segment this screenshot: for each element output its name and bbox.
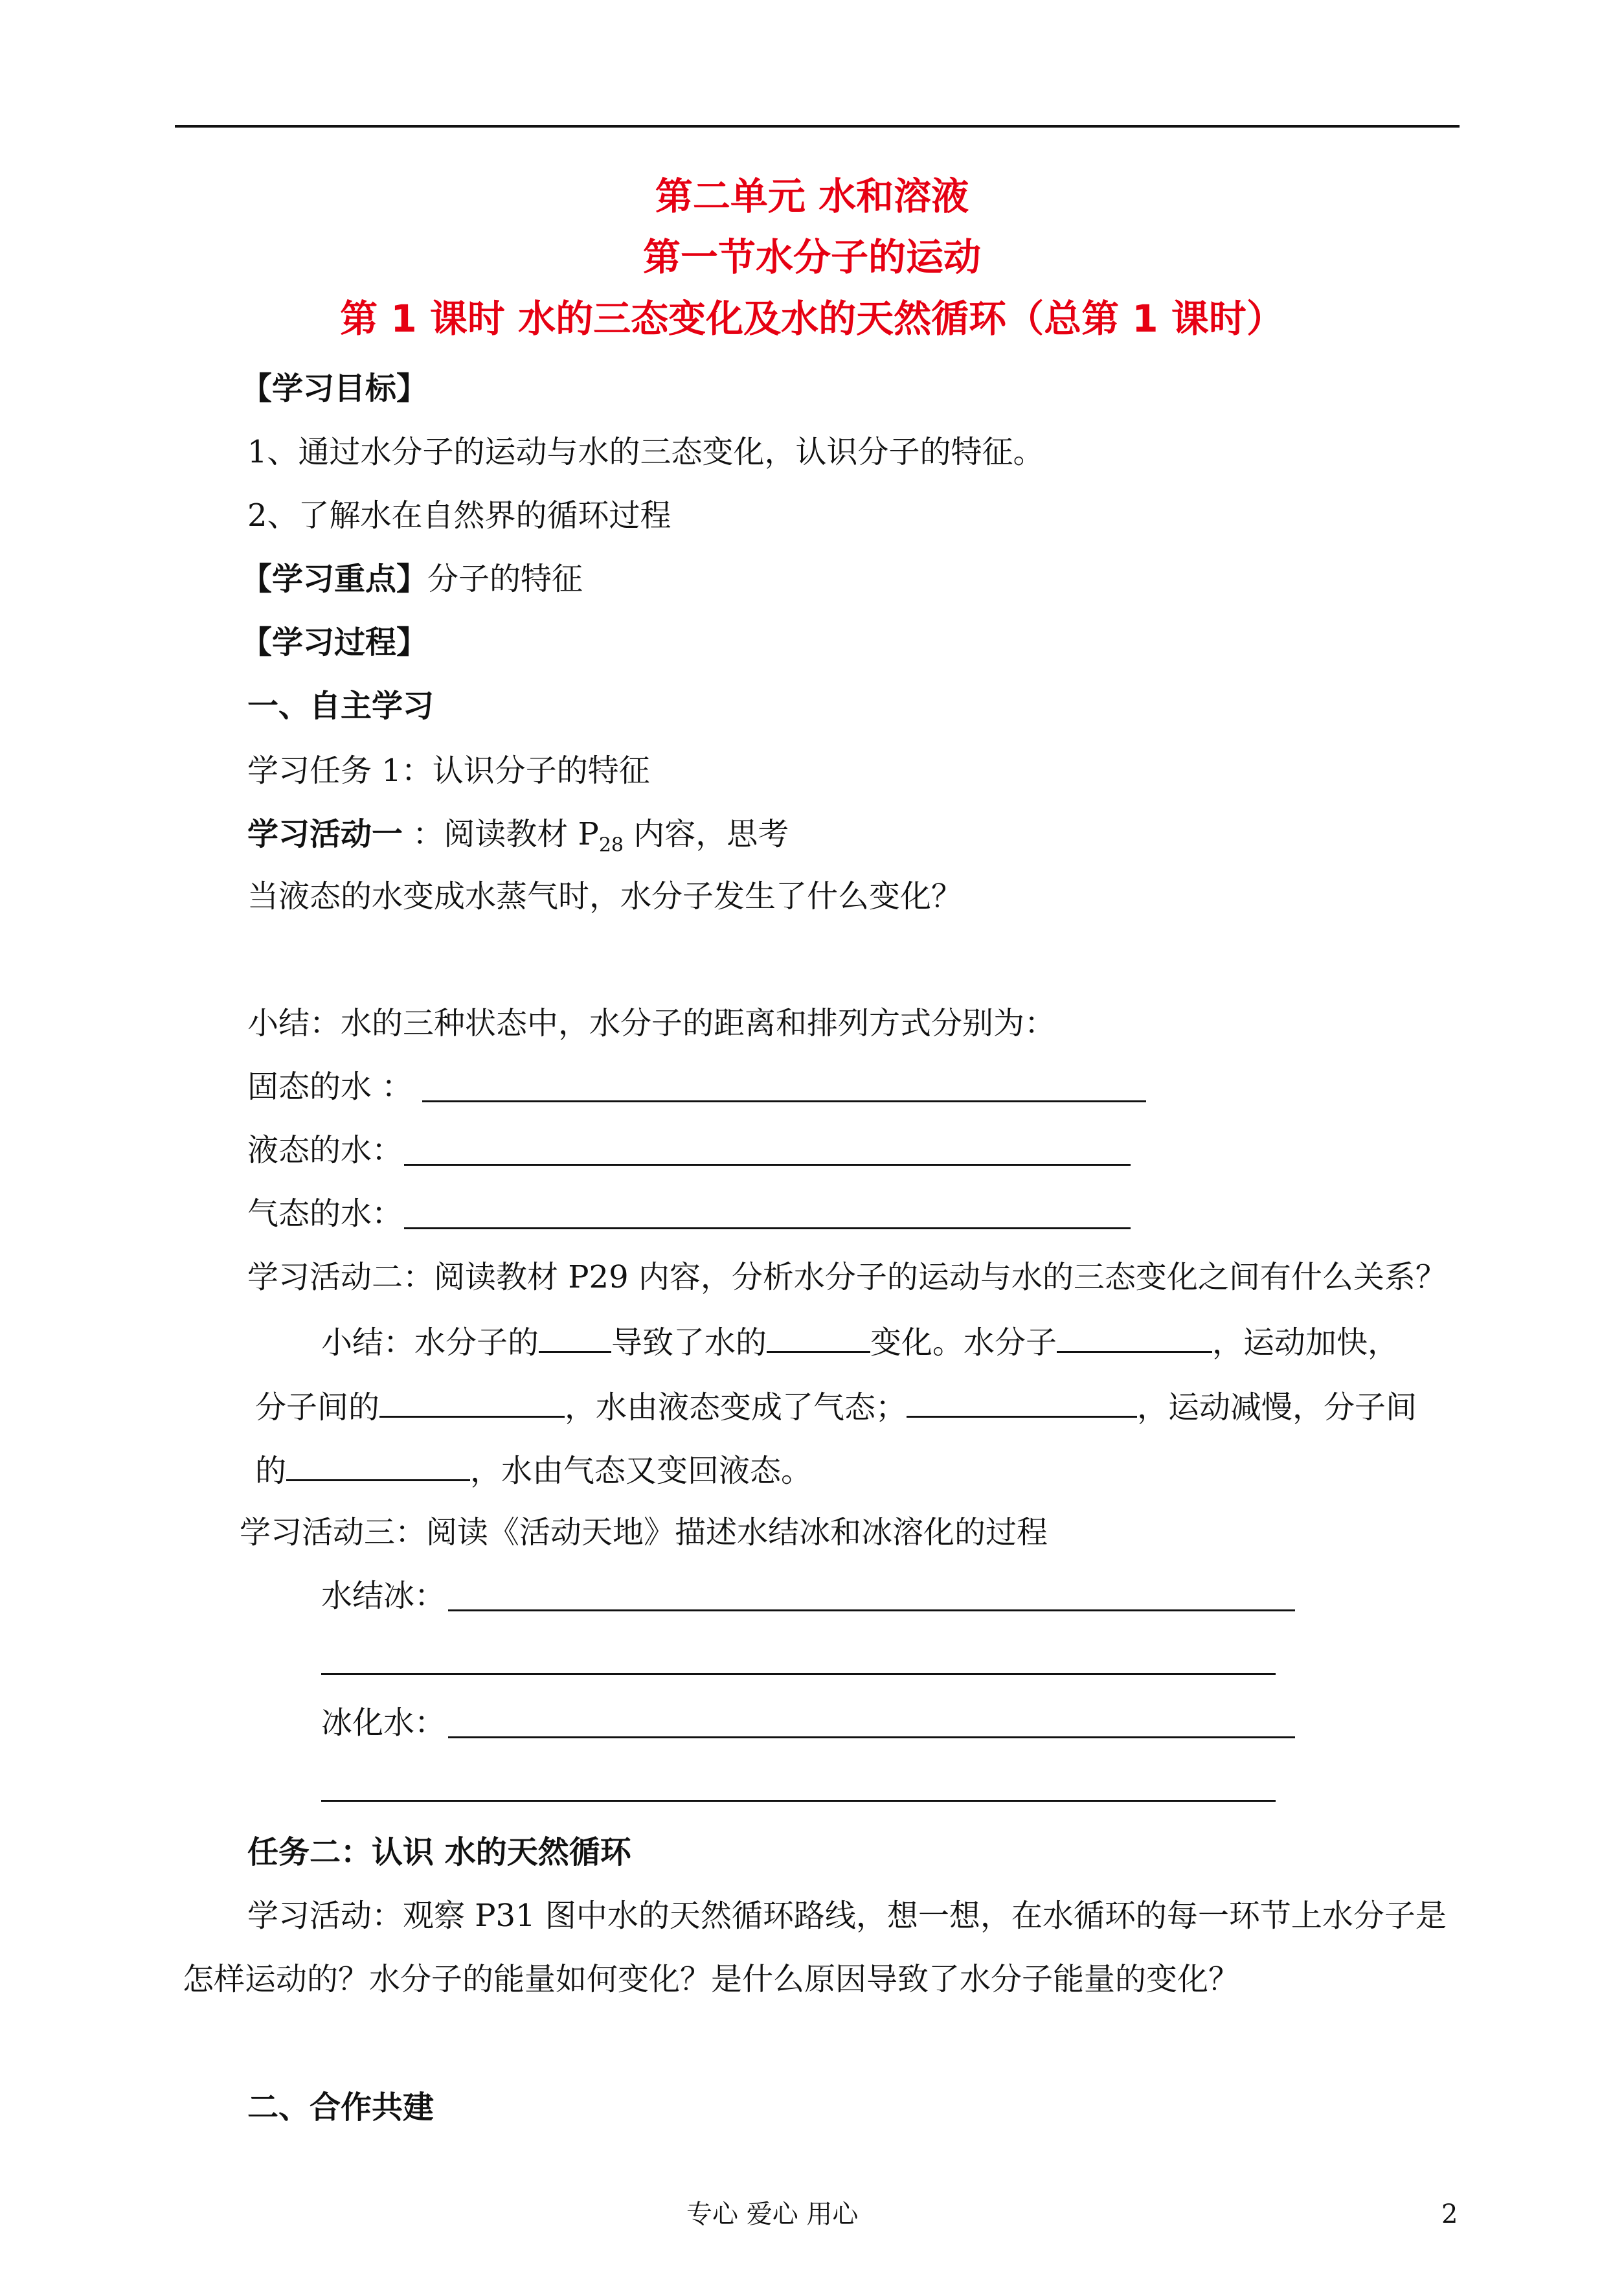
key-point-text: 分子的特征 <box>427 561 583 597</box>
activity1 <box>247 815 789 865</box>
summary2-text-5: 分子间的 <box>255 1389 380 1425</box>
melt-blank-2[interactable] <box>321 1800 1276 1802</box>
goals-heading: 【学习目标】 <box>241 370 428 407</box>
summary2-text-9: ，水由气态又变回液态。 <box>470 1453 813 1489</box>
summary2-text-2: 导致了水的 <box>611 1324 767 1361</box>
activity4-line2: 怎样运动的？水分子的能量如何变化？是什么原因导致了水分子能量的变化？ <box>183 1961 1240 1997</box>
goal-item-2: 2、了解水在自然界的循环过程 <box>247 497 671 534</box>
self-study-heading: 一、自主学习 <box>247 688 434 724</box>
solid-water-label: 固态的水 ： <box>247 1069 413 1105</box>
summary1: 小结：水的三种状态中，水分子的距离和排列方式分别为： <box>247 1005 1056 1041</box>
gas-water-blank[interactable] <box>404 1227 1131 1229</box>
activity3: 学习活动三：阅读《活动天地》描述水结冰和冰溶化的过程 <box>240 1514 1048 1550</box>
summary2-line2 <box>255 1386 1417 1427</box>
gas-water-label: 气态的水： <box>247 1196 403 1232</box>
summary2-blank-6[interactable] <box>286 1449 470 1481</box>
unit-title: 第二单元 水和溶液 <box>655 174 969 218</box>
activity1-label: 学习活动一 <box>247 816 403 852</box>
melt-label: 冰化水： <box>321 1705 446 1741</box>
summary2-text-1: 小结：水分子的 <box>321 1324 539 1361</box>
activity2: 学习活动二：阅读教材 P29 内容，分析水分子的运动与水的三态变化之间有什么关系？ <box>247 1259 1447 1295</box>
key-point-label: 【学习重点】 <box>241 561 428 597</box>
header-rule <box>175 125 1460 128</box>
lesson-title: 第 1 课时 水的三态变化及水的天然循环（总第 1 课时） <box>340 297 1284 341</box>
summary2-text-6: ，水由液态变成了气态； <box>565 1389 907 1425</box>
activity1-text-after: 内容，思考 <box>624 816 789 852</box>
freeze-blank-2[interactable] <box>321 1673 1276 1675</box>
liquid-water-label: 液态的水： <box>247 1132 403 1168</box>
liquid-water-blank[interactable] <box>404 1164 1131 1166</box>
footer-motto: 专心 爱心 用心 <box>686 2199 859 2229</box>
melt-blank-1[interactable] <box>448 1736 1295 1738</box>
summary2-blank-2[interactable] <box>767 1321 870 1353</box>
activity1-text: ：阅读教材 P <box>403 816 599 852</box>
activity1-page-subscript: 28 <box>598 834 624 857</box>
activity4-line1: 学习活动：观察 P31 图中水的天然循环路线，想一想，在水循环的每一环节上水分子是 <box>247 1898 1447 1934</box>
freeze-blank-1[interactable] <box>448 1609 1295 1611</box>
freeze-label: 水结冰： <box>321 1578 446 1614</box>
page-number: 2 <box>1441 2199 1458 2229</box>
task2: 任务二：认识 水的天然循环 <box>247 1834 631 1870</box>
summary2-text-4: ，运动加快， <box>1212 1324 1399 1361</box>
summary2-line3 <box>255 1449 812 1490</box>
summary2-blank-4[interactable] <box>379 1386 565 1418</box>
summary2-blank-3[interactable] <box>1057 1321 1212 1353</box>
summary2-text-8: 的 <box>255 1453 287 1489</box>
solid-water-blank[interactable] <box>422 1100 1146 1102</box>
summary2-text-7: ，运动减慢，分子间 <box>1137 1389 1417 1425</box>
cooperation-heading: 二、合作共建 <box>247 2089 434 2126</box>
summary2-blank-1[interactable] <box>539 1321 611 1353</box>
section-title: 第一节水分子的运动 <box>642 235 981 279</box>
task1: 学习任务 1：认识分子的特征 <box>247 753 650 789</box>
summary2-blank-5[interactable] <box>907 1386 1137 1418</box>
key-point <box>241 560 583 598</box>
question1: 当液态的水变成水蒸气时，水分子发生了什么变化？ <box>247 878 963 914</box>
summary2-line1 <box>321 1321 1399 1362</box>
process-heading: 【学习过程】 <box>241 624 428 661</box>
summary2-text-3: 变化。水分子 <box>870 1324 1057 1361</box>
goal-item-1: 1、通过水分子的运动与水的三态变化，认识分子的特征。 <box>247 434 1044 470</box>
